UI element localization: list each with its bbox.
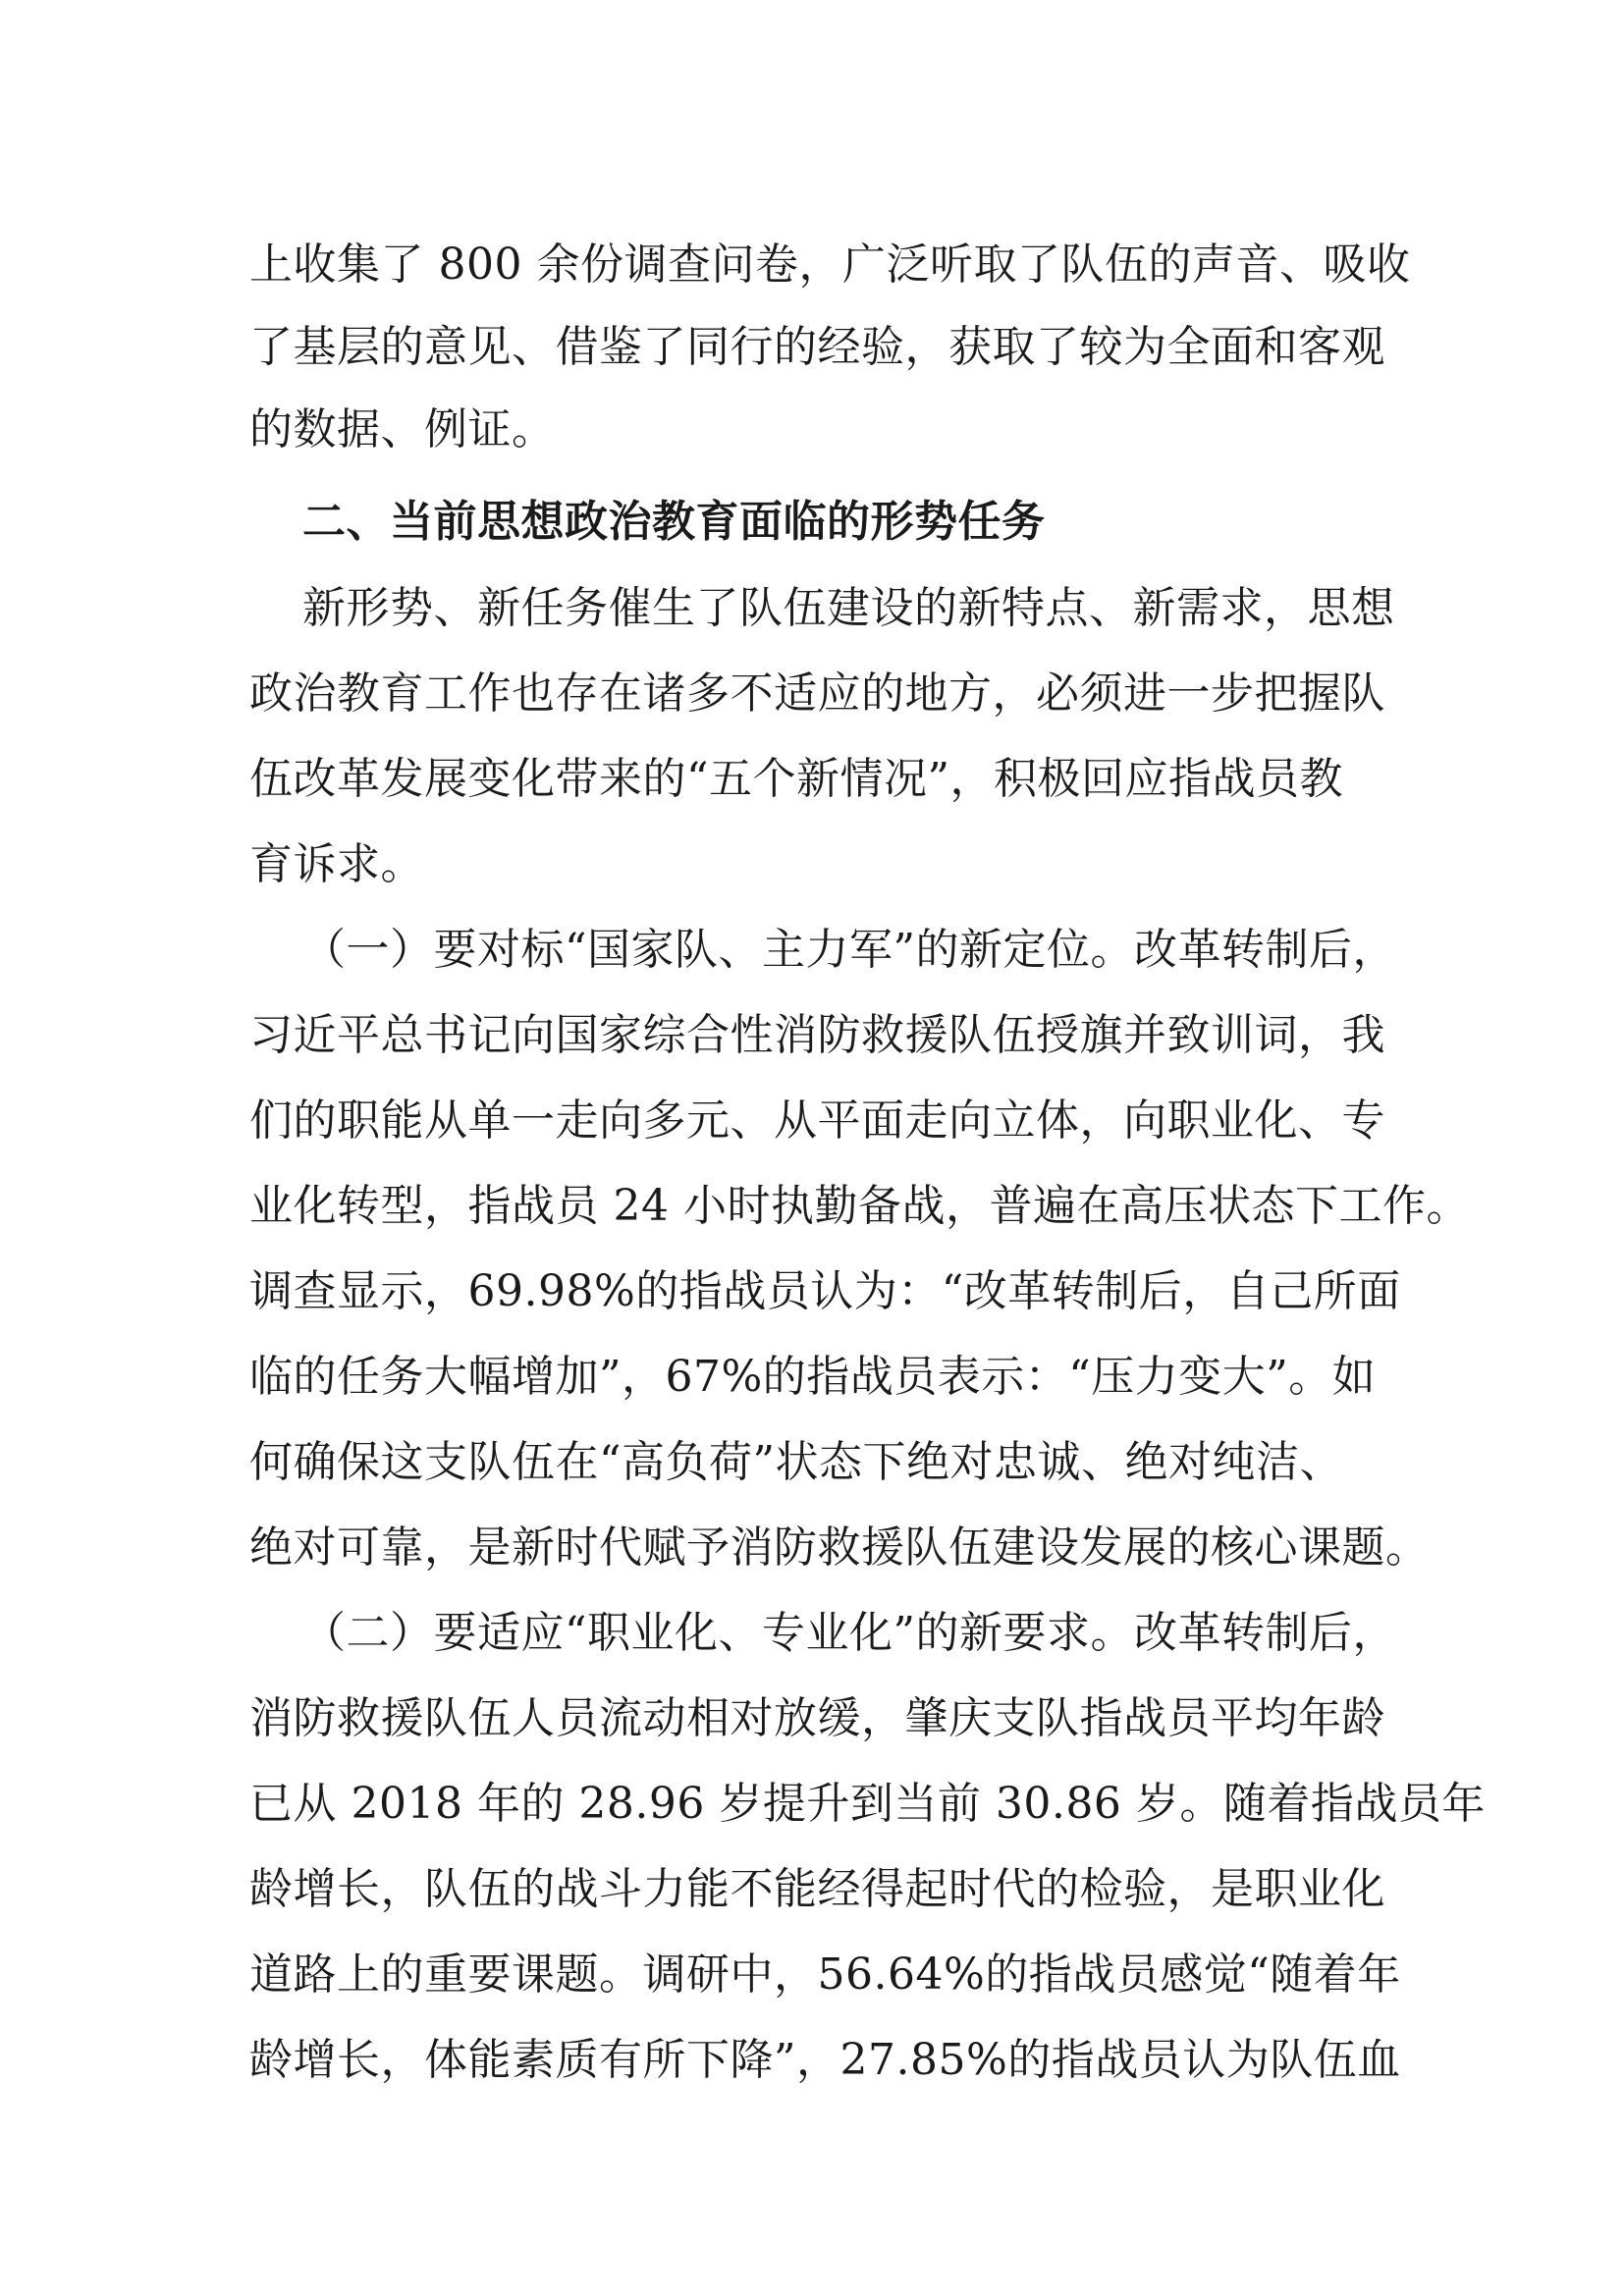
text-line: 绝对可靠，是新时代赋予消防救援队伍建设发展的核心课题。: [249, 1522, 1430, 1573]
text-line: 育诉求。: [249, 839, 424, 889]
text-line: 调查显示，69.98%的指战员认为：“改革转制后，自己所面: [249, 1266, 1401, 1316]
paragraph-1-start: （一）要对标“国家队、主力军”的新定位。改革转制后，: [302, 925, 1396, 975]
text-line: 龄增长，队伍的战斗力能不能经得起时代的检验，是职业化: [249, 1864, 1385, 1914]
text-line: 业化转型，指战员 24 小时执勤备战，普遍在高压状态下工作。: [249, 1181, 1470, 1231]
text-line: 上收集了 800 余份调查问卷，广泛听取了队伍的声音、吸收: [249, 240, 1411, 290]
text-line: 伍改革发展变化带来的“五个新情况”，积极回应指战员教: [249, 754, 1343, 804]
text-line: 道路上的重要课题。调研中，56.64%的指战员感觉“随着年: [249, 1949, 1401, 2000]
text-line: 了基层的意见、借鉴了同行的经验，获取了较为全面和客观: [249, 322, 1385, 372]
text-line: 已从 2018 年的 28.96 岁提升到当前 30.86 岁。随着指战员年: [249, 1779, 1486, 1829]
paragraph-2-start: （二）要适应“职业化、专业化”的新要求。改革转制后，: [302, 1608, 1396, 1658]
text-line: 消防救援队伍人员流动相对放缓，肇庆支队指战员平均年龄: [249, 1693, 1385, 1743]
text-line: 习近平总书记向国家综合性消防救援队伍授旗并致训词，我: [249, 1010, 1385, 1060]
text-line: 政治教育工作也存在诸多不适应的地方，必须进一步把握队: [249, 668, 1385, 719]
text-line: 何确保这支队伍在“高负荷”状态下绝对忠诚、绝对纯洁、: [249, 1437, 1343, 1487]
text-line: 们的职能从单一走向多元、从平面走向立体，向职业化、专: [249, 1095, 1385, 1146]
section-heading: 二、当前思想政治教育面临的形势任务: [302, 497, 1046, 547]
text-line: 新形势、新任务催生了队伍建设的新特点、新需求，思想: [302, 583, 1395, 633]
text-line: 临的任务大幅增加”，67%的指战员表示：“压力变大”。如: [249, 1352, 1377, 1402]
text-line: 龄增长，体能素质有所下降”，27.85%的指战员认为队伍血: [249, 2035, 1401, 2085]
text-line: 的数据、例证。: [249, 404, 556, 454]
